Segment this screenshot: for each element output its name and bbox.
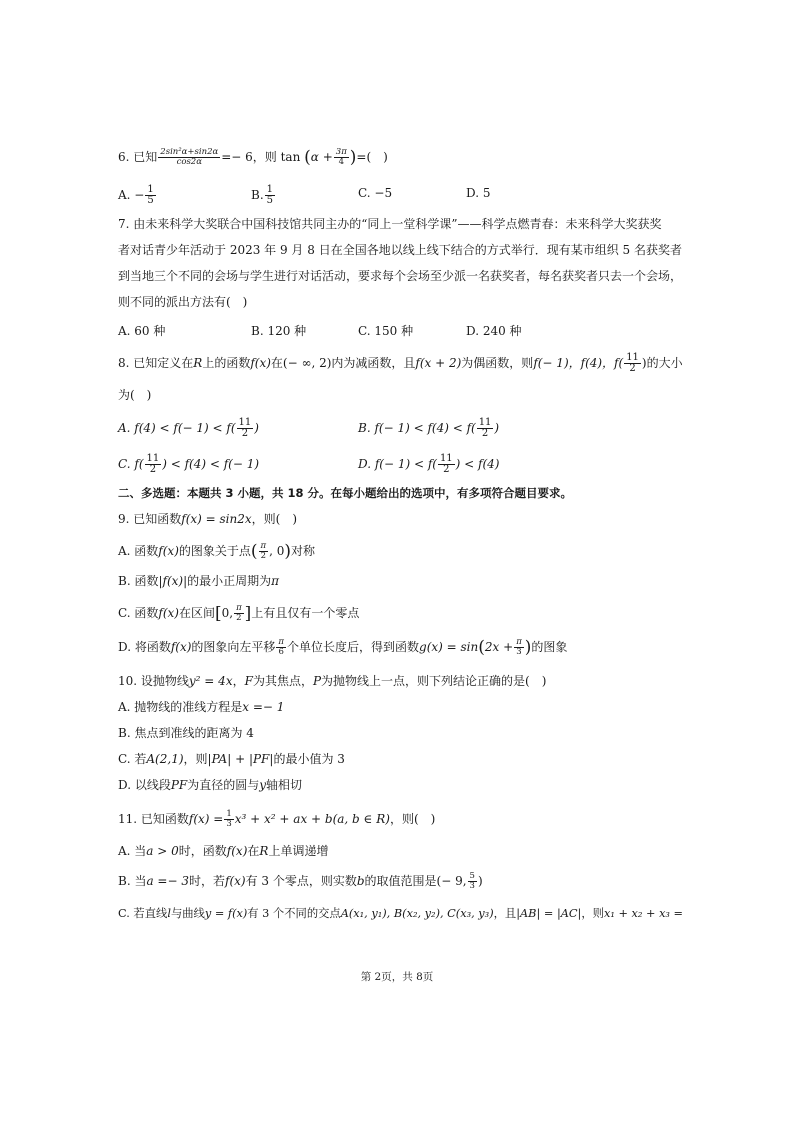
q8-option-a: A. f(4) < f(− 1) < f( $\frac{11}{2}$ ) <box>118 417 259 439</box>
q9-option-d: D. 将函数f(x)的图象向左平移 $\frac{\pi}{6}$ 个单位长度后，得到函数g(x) = sin(2x + $\frac{\pi}{3}$ )的图象 <box>118 637 568 658</box>
q10-stem: 10. 设抛物线y² = 4x，F为其焦点，P为抛物线上一点，则下列结论正确的是( ) <box>118 674 547 688</box>
q9-option-b: B. 函数|f(x)|的最小正周期为π <box>118 574 280 588</box>
q6-inner-fraction: $\frac{3\pi}{4}$ <box>335 147 347 167</box>
q8-option-d: D. f(− 1) < f( $\frac{11}{2}$ ) < f(4) <box>358 453 500 475</box>
q10-option-c: C. 若A(2,1)，则|PA| + |PF|的最小值为 3 <box>118 752 345 766</box>
q7-line-3: 到当地三个不同的会场与学生进行对话活动，要求每个会场至少派一名获奖者，每名获奖者只去一个会场， <box>118 269 683 283</box>
q6-stem: 6. 已知 $\frac{\text{2sin²α+sin2α}}{\cos 2\alpha}$ =− 6，则 tan (α + $\frac{3\pi}{4}$ )=( ) <box>118 147 388 168</box>
q7-option-d: D. 240 种 <box>466 324 522 338</box>
q6-number: 6. <box>118 150 130 164</box>
q8-stem-line-2: 为( ) <box>118 388 152 402</box>
q11-option-b: B. 当a =− 3时，若f(x)有 3 个零点，则实数b的取值范围是(− 9, $\frac{5}{3}$ ) <box>118 871 483 891</box>
q7-line-4: 则不同的派出方法有( ) <box>118 295 248 309</box>
q6-option-b: B. $\frac{1}{5}$ <box>251 184 274 206</box>
q6-option-a: A. − $\frac{1}{5}$ <box>118 184 154 206</box>
q7-line-1: 7. 由未来科学大奖联合中国科技馆共同主办的“同上一堂科学课”——科学点燃青春：未来科学大奖获奖 <box>118 217 662 231</box>
q6-option-d: D. 5 <box>466 186 491 200</box>
q9-option-c: C. 函数f(x)在区间[0, $\frac{\pi}{2}$ ]上有且仅有一个零点 <box>118 603 360 624</box>
q8-stem: 8. 已知定义在R上的函数f(x)在(− ∞, 2)内为减函数，且f(x + 2)为偶函数，则f(− 1)，f(4)，f( $\frac{11}{2}$ )的大小 <box>118 352 683 374</box>
q6-fraction: $\frac{\text{2sin²α+sin2α}}{\cos 2\alpha}$ <box>160 147 219 167</box>
q11-stem: 11. 已知函数f(x) = $\frac{1}{3}$ x³ + x² + ax + b(a, b ∈ R)，则( ) <box>118 809 436 829</box>
q7-option-b: B. 120 种 <box>251 324 307 338</box>
q10-option-a: A. 抛物线的准线方程是x =− 1 <box>118 700 285 714</box>
q8-option-c: C. f( $\frac{11}{2}$ ) < f(4) < f(− 1) <box>118 453 260 475</box>
page-footer: 第 2页，共 8页 <box>360 971 434 983</box>
section-heading: 二、多选题：本题共 3 小题，共 18 分。在每小题给出的选项中，有多项符合题目要求。 <box>118 486 573 500</box>
q9-stem: 9. 已知函数f(x) = sin2x，则( ) <box>118 512 298 526</box>
q11-option-c: C. 若直线l与曲线y = f(x)有 3 个不同的交点A(x₁, y₁), B(x₂, y₂), C(x₃, y₃)，且|AB| = |AC|，则x₁ + x₂ + x₃ = <box>118 907 684 920</box>
q7-option-c: C. 150 种 <box>358 324 414 338</box>
q11-option-a: A. 当a > 0时，函数f(x)在R上单调递增 <box>118 844 329 858</box>
q7-line-2: 者对话青少年活动于 2023 年 9 月 8 日在全国各地以线上线下结合的方式举行．现有某市组织 5 名获奖者 <box>118 243 682 257</box>
q7-option-a: A. 60 种 <box>118 324 166 338</box>
q6-option-c: C. −5 <box>358 186 393 200</box>
q8-option-b: B. f(− 1) < f(4) < f( $\frac{11}{2}$ ) <box>358 417 500 439</box>
q10-option-d: D. 以线段PF为直径的圆与y轴相切 <box>118 778 303 792</box>
q9-option-a: A. 函数f(x)的图象关于点( $\frac{\pi}{2}$ , 0)对称 <box>118 541 316 562</box>
q10-option-b: B. 焦点到准线的距离为 4 <box>118 726 254 740</box>
